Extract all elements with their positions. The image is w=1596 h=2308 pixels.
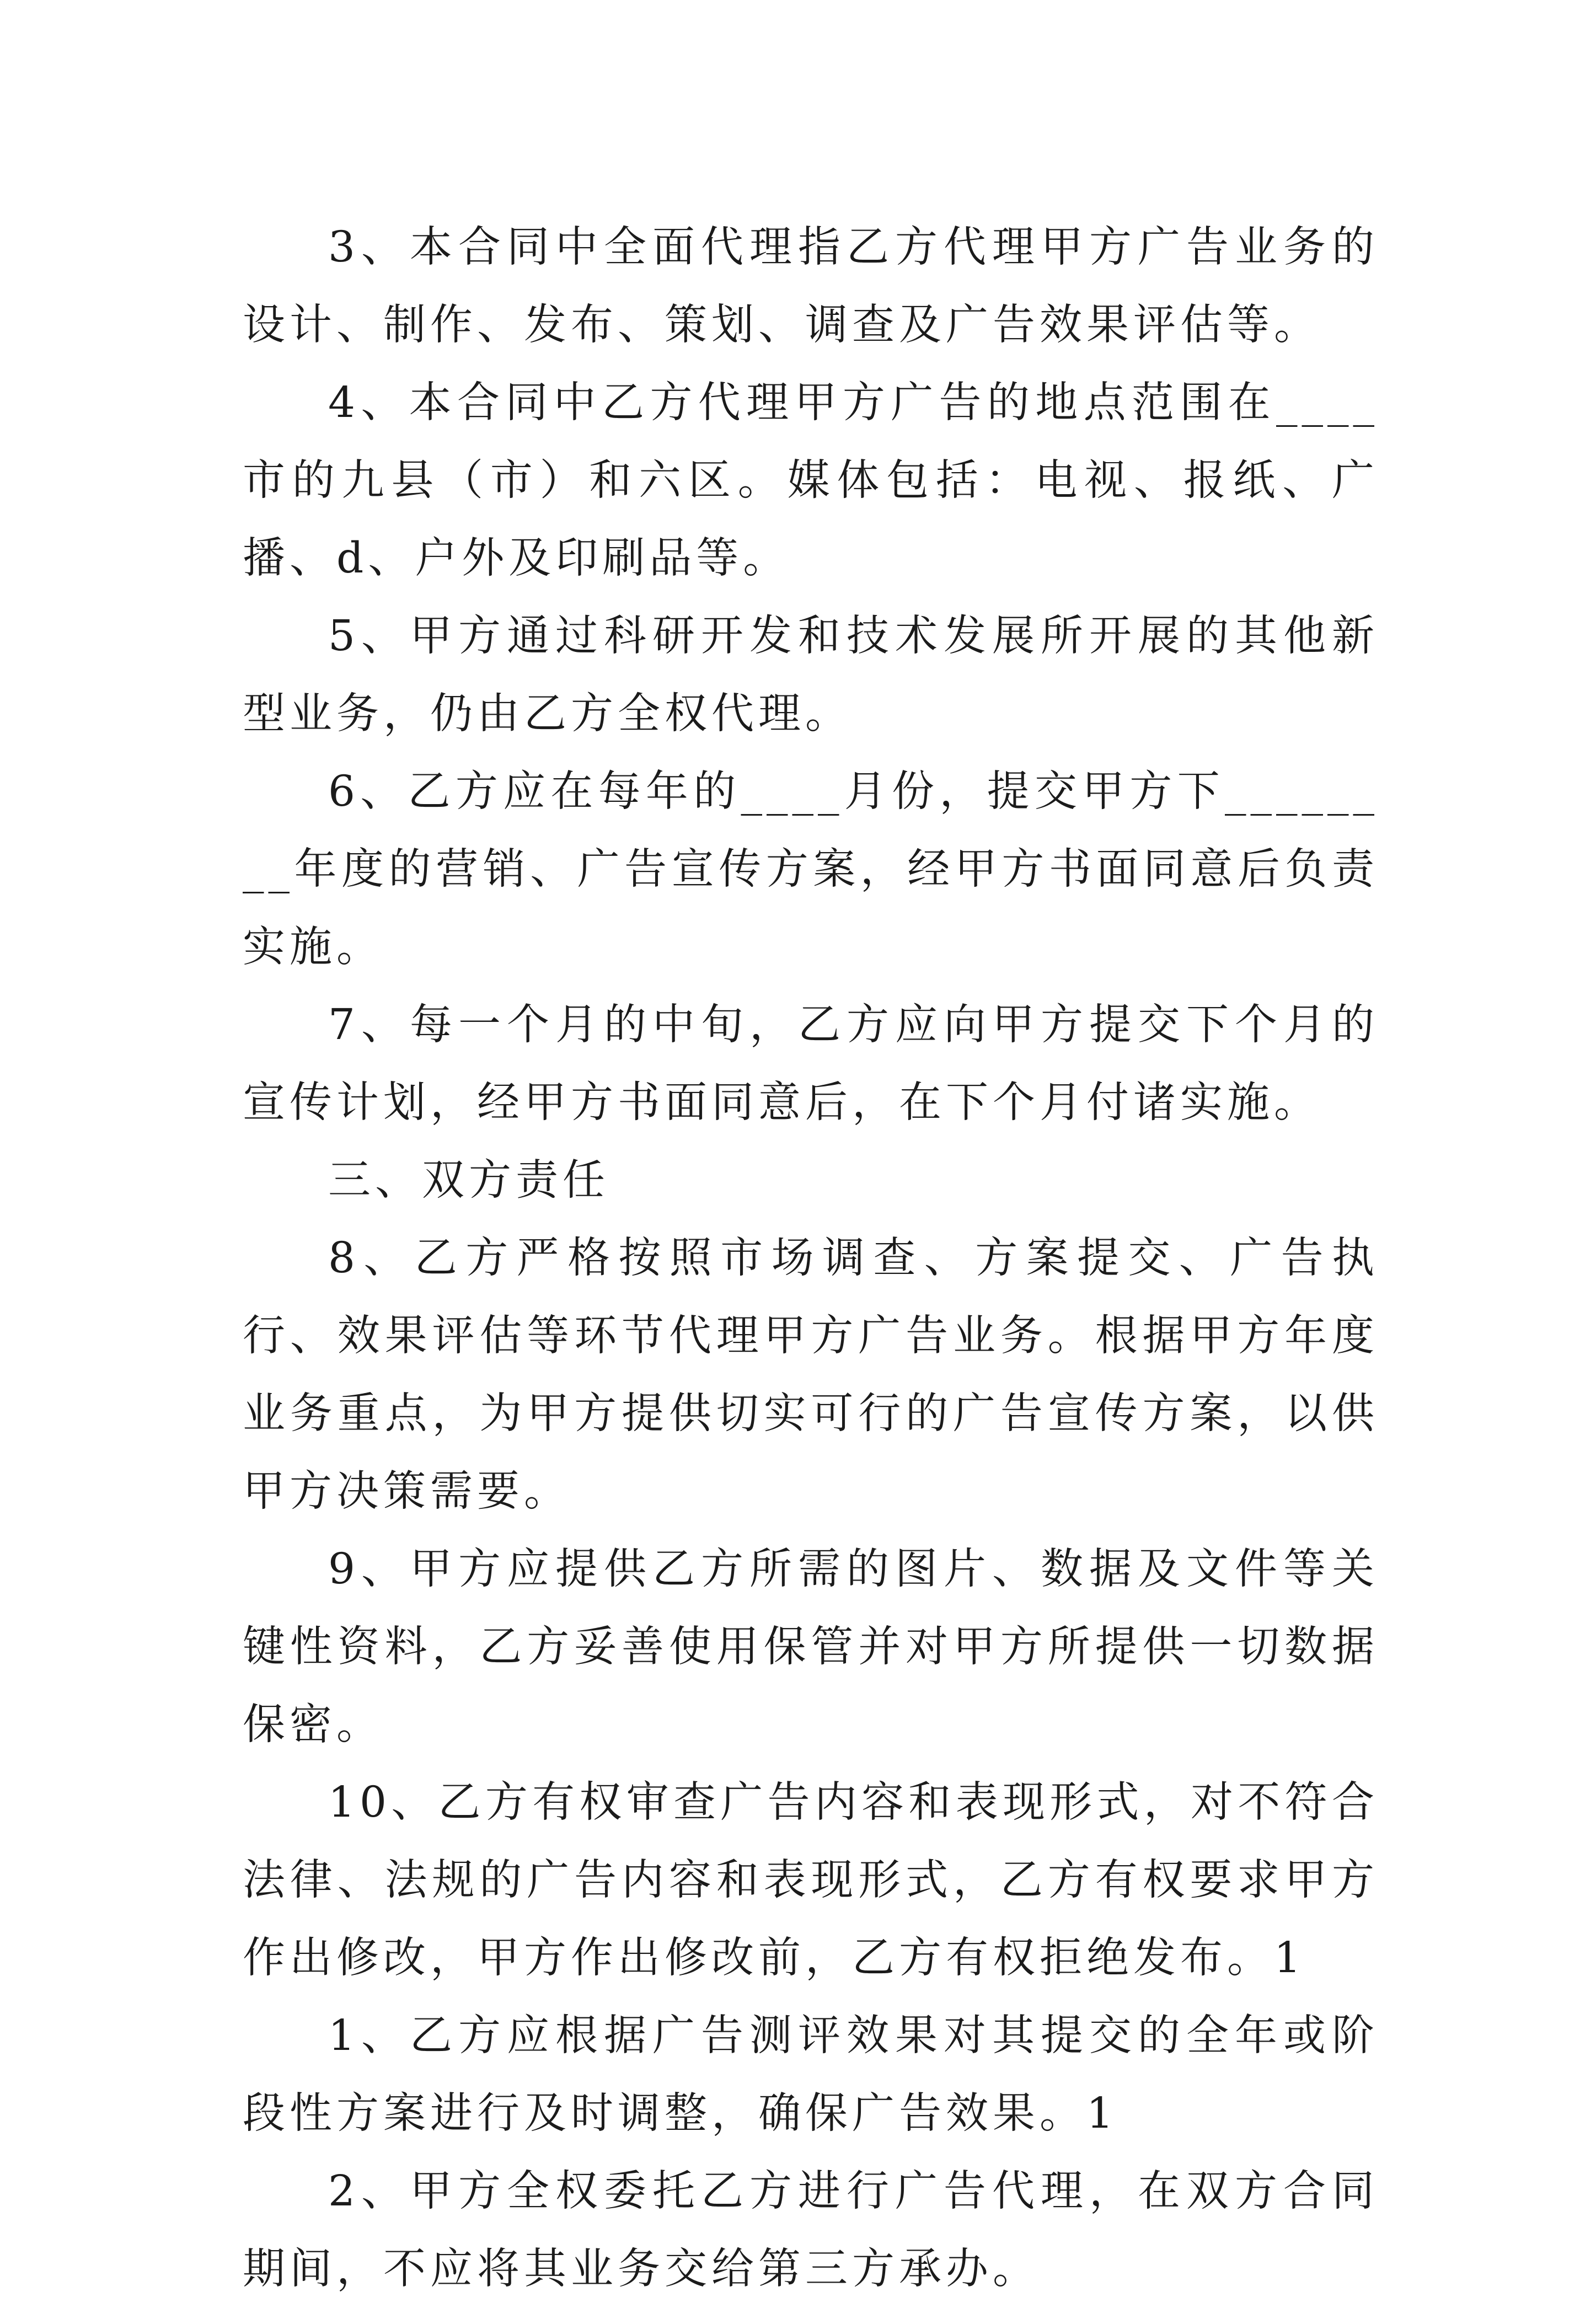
clause-6: 6、乙方应在每年的____月份，提交甲方下________年度的营销、广告宣传方案，经甲方书面同意后负责实施。 (243, 767, 1379, 972)
clause-4: 4、本合同中乙方代理甲方广告的地点范围在____市的九县（市）和六区。媒体包括：电视、报纸、广播、d、户外及印刷品等。 (243, 378, 1379, 583)
clause-7: 7、每一个月的中旬，乙方应向甲方提交下个月的宣传计划，经甲方书面同意后，在下个月付诸实施。 (243, 1000, 1379, 1127)
document-body (243, 208, 1379, 2308)
section-heading-responsibilities: 三、双方责任 (328, 1156, 609, 1205)
clause-11: 1、乙方应根据广告测评效果对其提交的全年或阶段性方案进行及时调整，确保广告效果。1 (243, 2011, 1379, 2138)
clause-9: 9、甲方应提供乙方所需的图片、数据及文件等关键性资料，乙方妥善使用保管并对甲方所提供一切数据保密。 (243, 1545, 1379, 1749)
clause-8: 8、乙方严格按照市场调查、方案提交、广告执行、效果评估等环节代理甲方广告业务。根据甲方年度业务重点，为甲方提供切实可行的广告宣传方案，以供甲方决策需要。 (243, 1234, 1379, 1516)
clause-3: 3、本合同中全面代理指乙方代理甲方广告业务的设计、制作、发布、策划、调查及广告效果评估等。 (243, 223, 1379, 350)
clause-10: 10、乙方有权审查广告内容和表现形式，对不符合法律、法规的广告内容和表现形式，乙方有权要求甲方作出修改，甲方作出修改前，乙方有权拒绝发布。1 (243, 1778, 1379, 1983)
clause-12: 2、甲方全权委托乙方进行广告代理，在双方合同期间，不应将其业务交给第三方承办。 (243, 2167, 1379, 2294)
clause-5: 5、甲方通过科研开发和技术发展所开展的其他新型业务，仍由乙方全权代理。 (243, 612, 1379, 738)
